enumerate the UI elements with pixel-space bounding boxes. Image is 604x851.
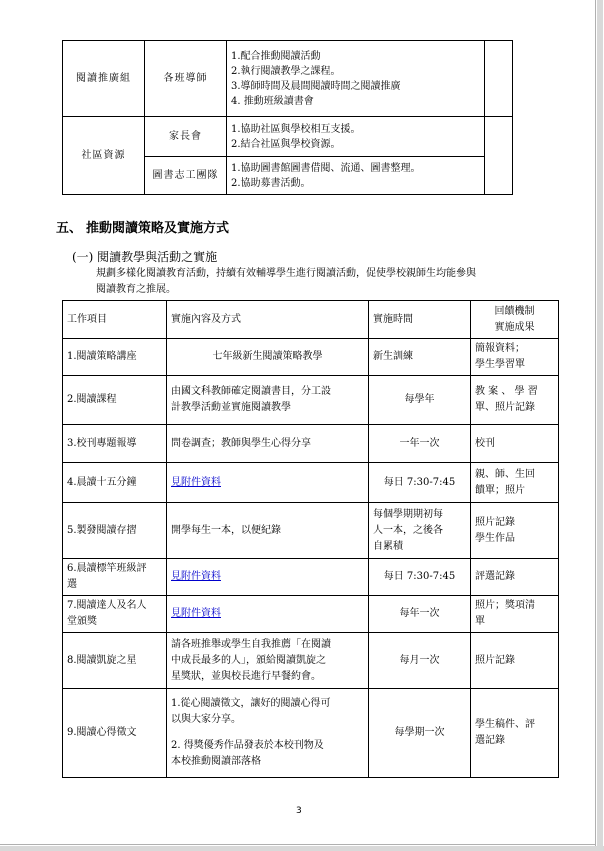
empty-cell: [485, 41, 513, 117]
item-cell: 4.晨讀十五分鐘: [63, 463, 167, 503]
content-cell: [167, 463, 369, 503]
cell-line: 人一本，之後各: [373, 524, 443, 536]
cell-line: 親、師、生回: [475, 468, 535, 480]
page-edge-right: [595, 0, 596, 846]
table-row: [63, 117, 513, 157]
table-row: [63, 503, 559, 559]
content-cell: [167, 596, 369, 633]
section-number: 五、: [56, 221, 83, 236]
cell-line: 以與大家分享。: [171, 714, 241, 725]
header-time: 實施時間: [369, 301, 471, 339]
attachment-link[interactable]: 見附件資料: [171, 608, 221, 619]
cell-line: 饋單；照片: [475, 484, 525, 496]
attachment-link[interactable]: 見附件資料: [171, 476, 221, 488]
tasks-cell: [227, 41, 485, 117]
cell-line: 教 案 、 學 習: [475, 386, 538, 397]
table-row: [63, 41, 513, 117]
result-cell: [471, 376, 559, 425]
task-line: 2.結合社區與學校資源。: [231, 138, 341, 150]
time-cell: 每年一次: [369, 596, 471, 633]
cell-line: 照片記錄: [475, 516, 515, 528]
item-cell: 1.閱讀策略講座: [63, 339, 167, 376]
cell-line: [171, 728, 364, 738]
task-line: 4. 推動班級讀書會: [231, 95, 314, 107]
table-row: [63, 559, 559, 596]
item-cell: [63, 596, 167, 633]
result-cell: [471, 463, 559, 503]
page-number: 3: [296, 806, 302, 816]
role-cell: 圖書志工團隊: [145, 157, 227, 195]
header-line: 回饋機制: [494, 305, 535, 317]
cell-line: 選: [67, 579, 77, 590]
task-line: 2.協助募書活動。: [231, 177, 311, 189]
time-cell: 一年一次: [369, 425, 471, 463]
cell-line: 2. 得獎優秀作品發表於本校刊物及: [171, 740, 324, 751]
role-cell: 各班導師: [145, 41, 227, 117]
task-line: 1.協助社區與學校相互支援。: [231, 123, 361, 135]
section-heading: [56, 217, 229, 236]
table-row: [63, 425, 559, 463]
item-cell: [63, 559, 167, 596]
table-row: [63, 633, 559, 689]
table-row: [63, 596, 559, 633]
result-cell: 照片記錄: [471, 633, 559, 689]
task-line: 2.執行閱讀教學之課程。: [231, 65, 341, 77]
item-cell: 8.閱讀凱旋之星: [63, 633, 167, 689]
table-row: [63, 376, 559, 425]
paragraph-line: 閱讀教育之推展。: [96, 284, 176, 295]
cell-line: 單: [475, 616, 485, 627]
table-row: [63, 339, 559, 376]
intro-paragraph: [96, 266, 556, 298]
item-cell: 9.閱讀心得徵文: [63, 689, 167, 778]
cell-line: 照片；獎項清: [475, 600, 535, 611]
cell-line: 由國文科教師確定閱讀書目，分工設: [171, 386, 331, 397]
role-cell: 家長會: [145, 117, 227, 157]
time-cell: 每學年: [369, 376, 471, 425]
time-cell: 每日 7:30-7:45: [369, 559, 471, 596]
table-row: [63, 463, 559, 503]
task-line: 1.協助圖書館圖書借閱、流通、圖書整理。: [231, 162, 421, 174]
group-cell: 閱讀推廣組: [63, 41, 145, 117]
cell-line: 7.閱讀達人及名人: [67, 600, 147, 611]
content-cell: 問卷調查；教師與學生心得分享: [167, 425, 369, 463]
cell-line: 學生學習單: [475, 359, 525, 370]
result-cell: [471, 689, 559, 778]
cell-line: 本校推動閱讀部落格: [171, 756, 261, 767]
cell-line: 單、照片記錄: [475, 402, 535, 413]
time-cell: 每學期一次: [369, 689, 471, 778]
task-line: 3.導師時間及晨間閱讀時間之閱讀推廣: [231, 80, 401, 92]
time-cell: [369, 503, 471, 559]
header-result: [471, 301, 559, 339]
time-cell: 每月一次: [369, 633, 471, 689]
paragraph-line: 規劃多樣化閱讀教育活動，持續有效輔導學生進行閱讀活動，促使學校親師生均能參與: [96, 268, 476, 279]
page-edge-bottom: [0, 844, 596, 845]
item-cell: 5.製發閱讀存摺: [63, 503, 167, 559]
cell-line: 自累積: [373, 540, 403, 552]
header-row: [63, 301, 559, 339]
table-row: [63, 689, 559, 778]
cell-line: 學生稿件、評: [475, 719, 535, 730]
empty-cell: [485, 117, 513, 195]
attachment-link[interactable]: 見附件資料: [171, 571, 221, 582]
time-cell: 每日 7:30-7:45: [369, 463, 471, 503]
activity-table: [62, 300, 559, 778]
subsection-heading: (一) 閱讀教學與活動之實施: [72, 250, 218, 264]
cell-line: 堂頒獎: [67, 616, 97, 627]
page-shadow-right: [597, 0, 603, 851]
header-line: 實施成果: [494, 321, 535, 333]
content-cell: [167, 689, 369, 778]
cell-line: 計教學活動並實施閱讀教學: [171, 402, 291, 413]
item-cell: 3.校刊專題報導: [63, 425, 167, 463]
task-line: 1.配合推動閱讀活動: [231, 50, 321, 62]
result-cell: [471, 503, 559, 559]
content-cell: [167, 559, 369, 596]
cell-line: 中成長最多的人」，頒給閱讀凱旋之: [171, 654, 326, 666]
result-cell: [471, 596, 559, 633]
cell-line: 簡報資料；: [475, 343, 525, 354]
time-cell: 新生訓練: [369, 339, 471, 376]
result-cell: [471, 339, 559, 376]
cell-line: 選記錄: [475, 735, 505, 746]
cell-line: 6.晨讀標竿班級評: [67, 563, 147, 574]
cell-line: 每個學期期初每: [373, 508, 443, 520]
page-shadow-bottom: [0, 846, 604, 851]
cell-line: 星獎狀，並與校長進行早餐約會。: [171, 670, 321, 682]
cell-line: 學生作品: [475, 532, 515, 544]
result-cell: 評選記錄: [471, 559, 559, 596]
header-item: 工作項目: [63, 301, 167, 339]
item-cell: 2.閱讀課程: [63, 376, 167, 425]
content-cell: 開學每生一本，以便紀錄: [167, 503, 369, 559]
tasks-cell: [227, 157, 485, 195]
content-cell: 七年級新生閱讀策略教學: [167, 339, 369, 376]
group-cell: 社區資源: [63, 117, 145, 195]
tasks-cell: [227, 117, 485, 157]
content-cell: [167, 376, 369, 425]
header-content: 實施內容及方式: [167, 301, 369, 339]
cell-line: 請各班推舉或學生自我推薦「在閱讀: [171, 638, 331, 650]
result-cell: 校刊: [471, 425, 559, 463]
content-cell: [167, 633, 369, 689]
section-title: 推動閱讀策略及實施方式: [86, 221, 230, 236]
responsibility-table: [62, 40, 513, 195]
cell-line: 1.從心閱讀徵文，讓好的閱讀心得可: [171, 698, 331, 709]
